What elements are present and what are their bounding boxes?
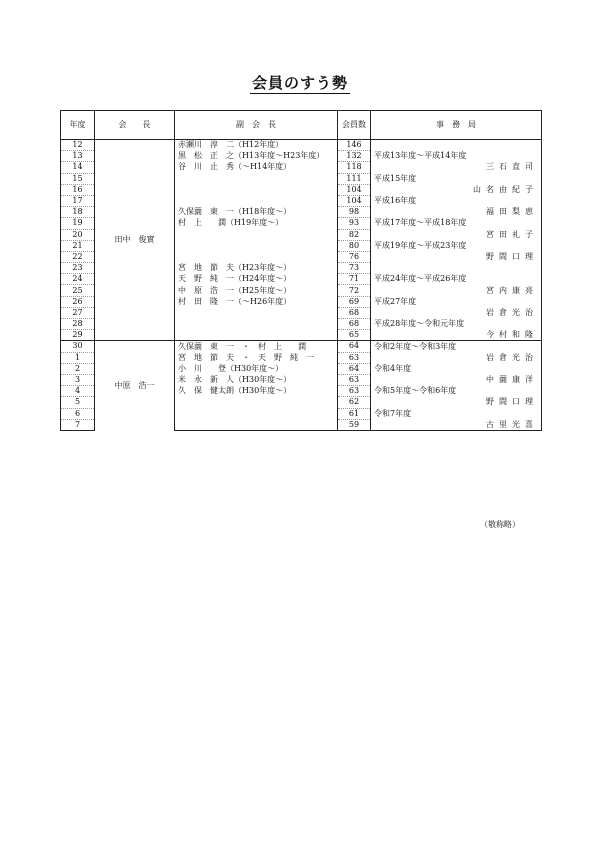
year-cell: 25 [61,285,95,296]
year-cell: 28 [61,319,95,330]
vice-president-cell: 久保薗 東 一 ・ 村 上 潤 [175,341,338,352]
member-count-cell: 59 [338,419,371,430]
year-cell: 2 [61,363,95,374]
vice-president-cell: 黒 松 正 之（H13年度〜H23年度） [175,151,338,162]
honorifics-note: （敬称略） [480,520,520,529]
header-president: 会 長 [95,111,175,140]
year-cell: 14 [61,162,95,173]
vice-president-cell: 村 上 潤（H19年度〜） [175,218,338,229]
president-cell: 田中 俊實 [95,140,175,341]
year-cell: 7 [61,419,95,430]
header-member-count: 会員数 [338,111,371,140]
member-count-cell: 68 [338,319,371,330]
president-cell: 中原 浩一 [95,341,175,431]
member-count-cell: 104 [338,195,371,206]
member-count-cell: 69 [338,296,371,307]
member-count-cell: 118 [338,162,371,173]
member-count-cell: 72 [338,285,371,296]
vice-president-cell [175,229,338,240]
vice-president-cell: 久 保 健太朗（H30年度〜） [175,386,338,397]
vice-president-cell [175,240,338,251]
secretariat-cell: 古里光喜 [371,419,542,430]
vice-president-cell [175,195,338,206]
member-count-cell: 65 [338,330,371,341]
year-cell: 4 [61,386,95,397]
secretariat-cell: 宮内康亮 [371,285,542,296]
year-cell: 23 [61,263,95,274]
secretariat-cell: 平成24年度〜平成26年度 [371,274,542,285]
member-count-cell: 62 [338,397,371,408]
year-cell: 26 [61,296,95,307]
header-secretariat: 事 務 局 [371,111,542,140]
member-count-cell: 73 [338,263,371,274]
member-count-cell: 64 [338,363,371,374]
vice-president-cell [175,419,338,430]
vice-president-cell [175,173,338,184]
secretariat-cell: 令和2年度〜令和3年度 [371,341,542,352]
member-count-cell: 68 [338,307,371,318]
vice-president-cell [175,319,338,330]
vice-president-cell [175,408,338,419]
secretariat-cell: 平成13年度〜平成14年度 [371,151,542,162]
secretariat-cell: 平成16年度 [371,195,542,206]
secretariat-cell: 今村和隆 [371,330,542,341]
vice-president-cell: 久保薗 東 一（H18年度〜） [175,207,338,218]
vice-president-cell [175,307,338,318]
secretariat-cell: 宮田礼子 [371,229,542,240]
year-cell: 22 [61,251,95,262]
member-count-cell: 93 [338,218,371,229]
secretariat-cell: 平成27年度 [371,296,542,307]
membership-table [60,110,542,431]
secretariat-cell: 岩倉光治 [371,307,542,318]
vice-president-cell: 中 原 浩 一（H25年度〜） [175,285,338,296]
vice-president-cell: 谷 川 止 秀（〜H14年度） [175,162,338,173]
secretariat-cell: 山名由紀子 [371,184,542,195]
vice-president-cell: 宮 地 節 夫（H23年度〜） [175,263,338,274]
header-vice-president: 副 会 長 [175,111,338,140]
page-title: 会員のすう勢 [251,74,348,92]
year-cell: 18 [61,207,95,218]
secretariat-cell: 野間口理 [371,251,542,262]
year-cell: 30 [61,341,95,352]
secretariat-cell: 三石直司 [371,162,542,173]
vice-president-cell [175,251,338,262]
year-cell: 3 [61,374,95,385]
vice-president-cell: 村 田 隆 一（〜H26年度） [175,296,338,307]
secretariat-cell [371,140,542,151]
year-cell: 15 [61,173,95,184]
member-count-cell: 98 [338,207,371,218]
secretariat-cell: 平成15年度 [371,173,542,184]
year-cell: 20 [61,229,95,240]
year-cell: 21 [61,240,95,251]
year-cell: 6 [61,408,95,419]
vice-president-cell: 米 永 新 人（H30年度〜） [175,374,338,385]
secretariat-cell: 福田梨恵 [371,207,542,218]
year-cell: 17 [61,195,95,206]
member-count-cell: 64 [338,341,371,352]
year-cell: 1 [61,352,95,363]
secretariat-cell: 令和4年度 [371,363,542,374]
secretariat-cell: 平成17年度〜平成18年度 [371,218,542,229]
vice-president-cell: 赤瀬川 淳 二（H12年度） [175,140,338,151]
secretariat-cell: 岩倉光治 [371,352,542,363]
member-count-cell: 104 [338,184,371,195]
member-count-cell: 82 [338,229,371,240]
vice-president-cell: 宮 地 節 夫 ・ 天 野 純 一 [175,352,338,363]
year-cell: 16 [61,184,95,195]
year-cell: 13 [61,151,95,162]
member-count-cell: 132 [338,151,371,162]
secretariat-cell: 平成28年度〜令和元年度 [371,319,542,330]
member-count-cell: 63 [338,352,371,363]
secretariat-cell: 中薗康洋 [371,374,542,385]
year-cell: 29 [61,330,95,341]
member-count-cell: 63 [338,374,371,385]
vice-president-cell [175,184,338,195]
member-count-cell: 80 [338,240,371,251]
member-count-cell: 146 [338,140,371,151]
secretariat-cell: 平成19年度〜平成23年度 [371,240,542,251]
table-row [61,341,542,352]
member-count-cell: 63 [338,386,371,397]
secretariat-cell [371,263,542,274]
secretariat-cell: 令和7年度 [371,408,542,419]
vice-president-cell: 天 野 純 一（H24年度〜） [175,274,338,285]
header-year: 年度 [61,111,95,140]
member-count-cell: 61 [338,408,371,419]
secretariat-cell: 野間口理 [371,397,542,408]
year-cell: 27 [61,307,95,318]
table-row [61,140,542,151]
year-cell: 19 [61,218,95,229]
year-cell: 24 [61,274,95,285]
year-cell: 5 [61,397,95,408]
vice-president-cell [175,397,338,408]
member-count-cell: 76 [338,251,371,262]
member-count-cell: 111 [338,173,371,184]
vice-president-cell [175,330,338,341]
member-count-cell: 71 [338,274,371,285]
vice-president-cell: 小 川 登（H30年度〜） [175,363,338,374]
secretariat-cell: 令和5年度〜令和6年度 [371,386,542,397]
year-cell: 12 [61,140,95,151]
